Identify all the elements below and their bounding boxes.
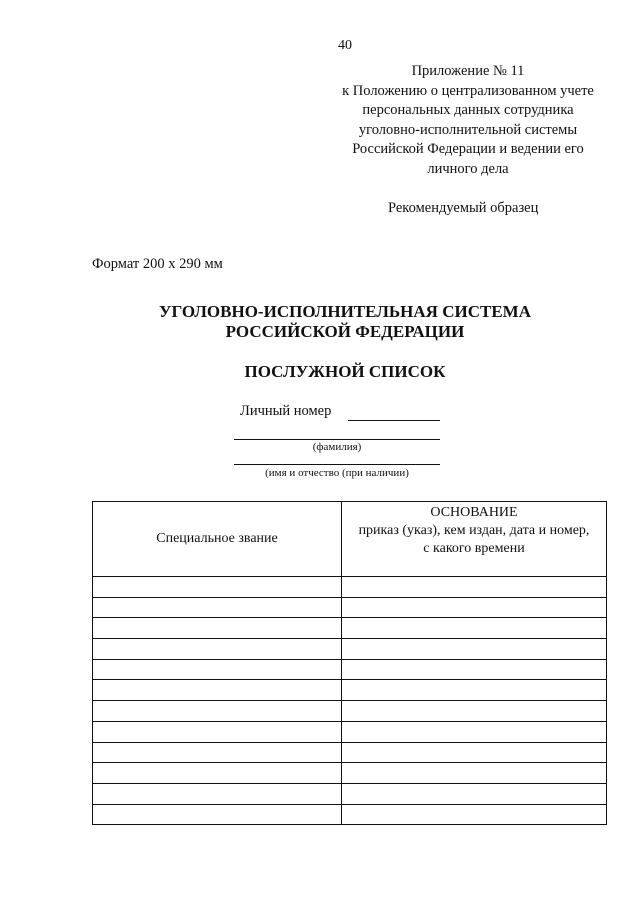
- personal-number-label: Личный номер: [240, 403, 332, 419]
- table-row: [93, 659, 607, 680]
- table-row: [93, 742, 607, 763]
- rank-cell[interactable]: [93, 783, 342, 804]
- table-row: [93, 680, 607, 701]
- rank-cell[interactable]: [93, 639, 342, 660]
- appendix-heading: [318, 62, 618, 179]
- basis-cell[interactable]: [342, 597, 607, 618]
- basis-cell[interactable]: [342, 804, 607, 825]
- surname-field[interactable]: [234, 439, 440, 440]
- name-field[interactable]: [234, 464, 440, 465]
- table-row: [93, 783, 607, 804]
- basis-cell[interactable]: [342, 763, 607, 784]
- title-line: РОССИЙСКОЙ ФЕДЕРАЦИИ: [225, 322, 465, 341]
- basis-cell[interactable]: [342, 701, 607, 722]
- format-label: Формат 200 x 290 мм: [92, 256, 223, 272]
- rank-cell[interactable]: [93, 618, 342, 639]
- header-basis: [342, 502, 607, 577]
- name-caption: (имя и отчество (при наличии): [265, 467, 409, 479]
- surname-caption: (фамилия): [312, 441, 362, 453]
- rank-cell[interactable]: [93, 804, 342, 825]
- table-row: [93, 597, 607, 618]
- header-basis-line: ОСНОВАНИЕ: [430, 505, 518, 520]
- header-special-rank: Специальное звание: [93, 502, 342, 577]
- table-row: [93, 577, 607, 598]
- table-header-row: [93, 502, 607, 577]
- basis-cell[interactable]: [342, 577, 607, 598]
- basis-cell[interactable]: [342, 721, 607, 742]
- recommended-sample-label: Рекомендуемый образец: [388, 200, 539, 216]
- rank-cell[interactable]: [93, 680, 342, 701]
- table-row: [93, 804, 607, 825]
- rank-cell[interactable]: [93, 577, 342, 598]
- appendix-line: личного дела: [427, 160, 509, 177]
- document-title: [0, 302, 640, 342]
- basis-cell[interactable]: [342, 618, 607, 639]
- rank-cell[interactable]: [93, 597, 342, 618]
- header-basis-line: с какого времени: [423, 541, 525, 556]
- basis-cell[interactable]: [342, 680, 607, 701]
- appendix-line: уголовно-исполнительной системы: [358, 121, 578, 138]
- appendix-line: Российской Федерации и ведении его: [352, 141, 584, 157]
- rank-cell[interactable]: [93, 721, 342, 742]
- rank-cell[interactable]: [93, 742, 342, 763]
- basis-cell[interactable]: [342, 639, 607, 660]
- appendix-line: персональных данных сотрудника: [362, 102, 574, 118]
- service-record-table: [92, 501, 607, 825]
- table-row: [93, 721, 607, 742]
- document-subtitle: ПОСЛУЖНОЙ СПИСОК: [244, 362, 446, 381]
- personal-number-field[interactable]: [348, 420, 440, 421]
- table-row: [93, 639, 607, 660]
- basis-cell[interactable]: [342, 742, 607, 763]
- rank-cell[interactable]: [93, 701, 342, 722]
- header-basis-line: приказ (указ), кем издан, дата и номер,: [358, 523, 590, 538]
- rank-cell[interactable]: [93, 763, 342, 784]
- appendix-line: Приложение № 11: [411, 63, 525, 79]
- table-row: [93, 618, 607, 639]
- title-line: УГОЛОВНО-ИСПОЛНИТЕЛЬНАЯ СИСТЕМА: [159, 302, 531, 321]
- appendix-line: к Положению о централизованном учете: [342, 82, 594, 99]
- page-number: 40: [338, 38, 352, 53]
- table-row: [93, 763, 607, 784]
- rank-cell[interactable]: [93, 659, 342, 680]
- table-row: [93, 701, 607, 722]
- basis-cell[interactable]: [342, 783, 607, 804]
- basis-cell[interactable]: [342, 659, 607, 680]
